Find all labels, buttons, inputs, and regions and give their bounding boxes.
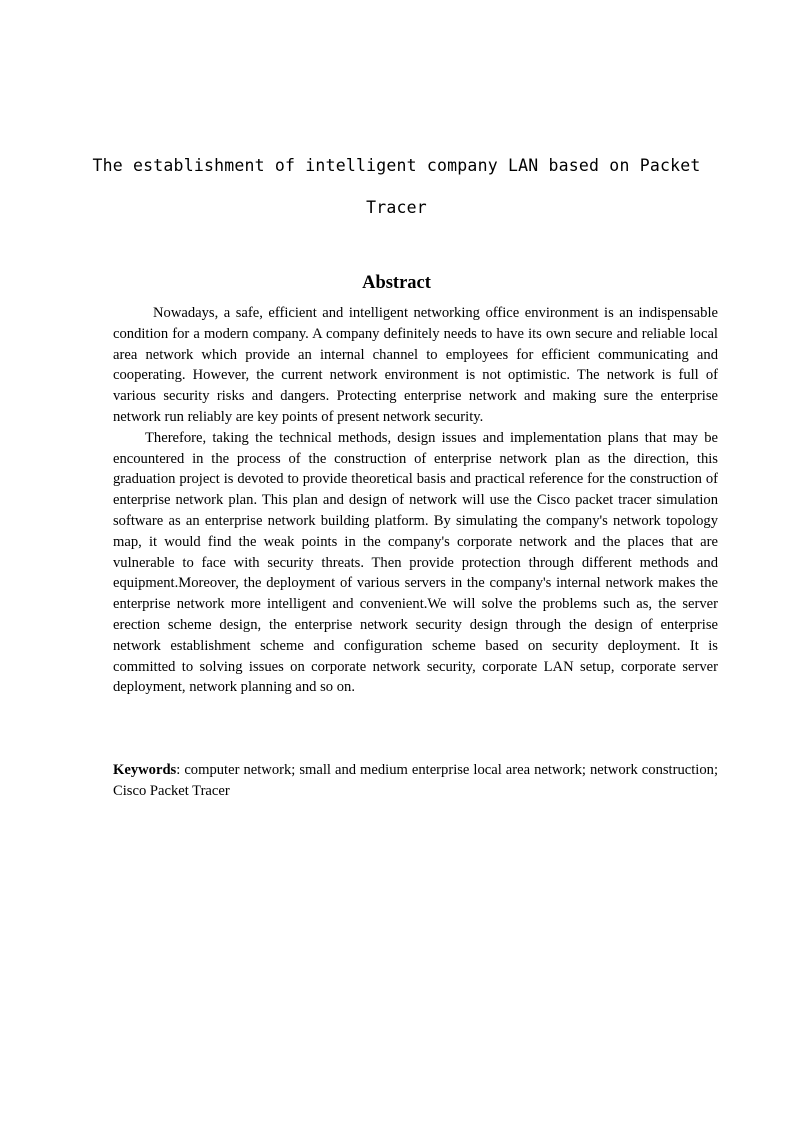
abstract-paragraph-2: Therefore, taking the technical methods, design issues and implementation plans that may be encountered in the process of the construction of enterprise network plan as the direction, this graduation project is devoted to provide theoretical basis and practical reference for the construction of enterprise network plan. This plan and design of network will use the Cisco packet tracer simulation software as an enterprise network building platform. By simulating the company's network topology map, it would find the weak points in the company's corporate network and the places that are vulnerable to face with security threats. Then provide protection through different methods and equipment.Moreover, the deployment of various servers in the company's internal network makes the enterprise network more intelligent and convenient.We will solve the problems such as, the server erection scheme design, the enterprise network security design through the design of enterprise network establishment scheme and configuration scheme based on security deployment. It is committed to solving issues on corporate network security, corporate LAN setup, corporate server deployment, network planning and so on. [113, 429, 718, 696]
keywords-section [113, 760, 718, 802]
keywords-text: computer network; small and medium enterprise local area network; network construction; Cisco Packet Tracer [113, 762, 719, 799]
keywords-label: Keywords [113, 762, 177, 778]
abstract-body [113, 303, 718, 698]
paper-title-line-1: The establishment of intelligent company LAN based on Packet [92, 156, 701, 175]
paper-title [0, 145, 793, 229]
abstract-heading: Abstract [362, 273, 431, 293]
abstract-paragraph-1: Nowadays, a safe, efficient and intelligent networking office environment is an indispensable condition for a modern company. A company definitely needs to have its own secure and reliable local area network which provide an internal channel to employees for efficient communicating and cooperating. However, the current network environment is not optimistic. The network is full of various security risks and dangers. Protecting enterprise network and making sure the enterprise network run reliably are key points of present network security. [113, 305, 718, 425]
paper-title-line-2: Tracer [366, 198, 427, 217]
keywords-separator: : [176, 762, 185, 778]
